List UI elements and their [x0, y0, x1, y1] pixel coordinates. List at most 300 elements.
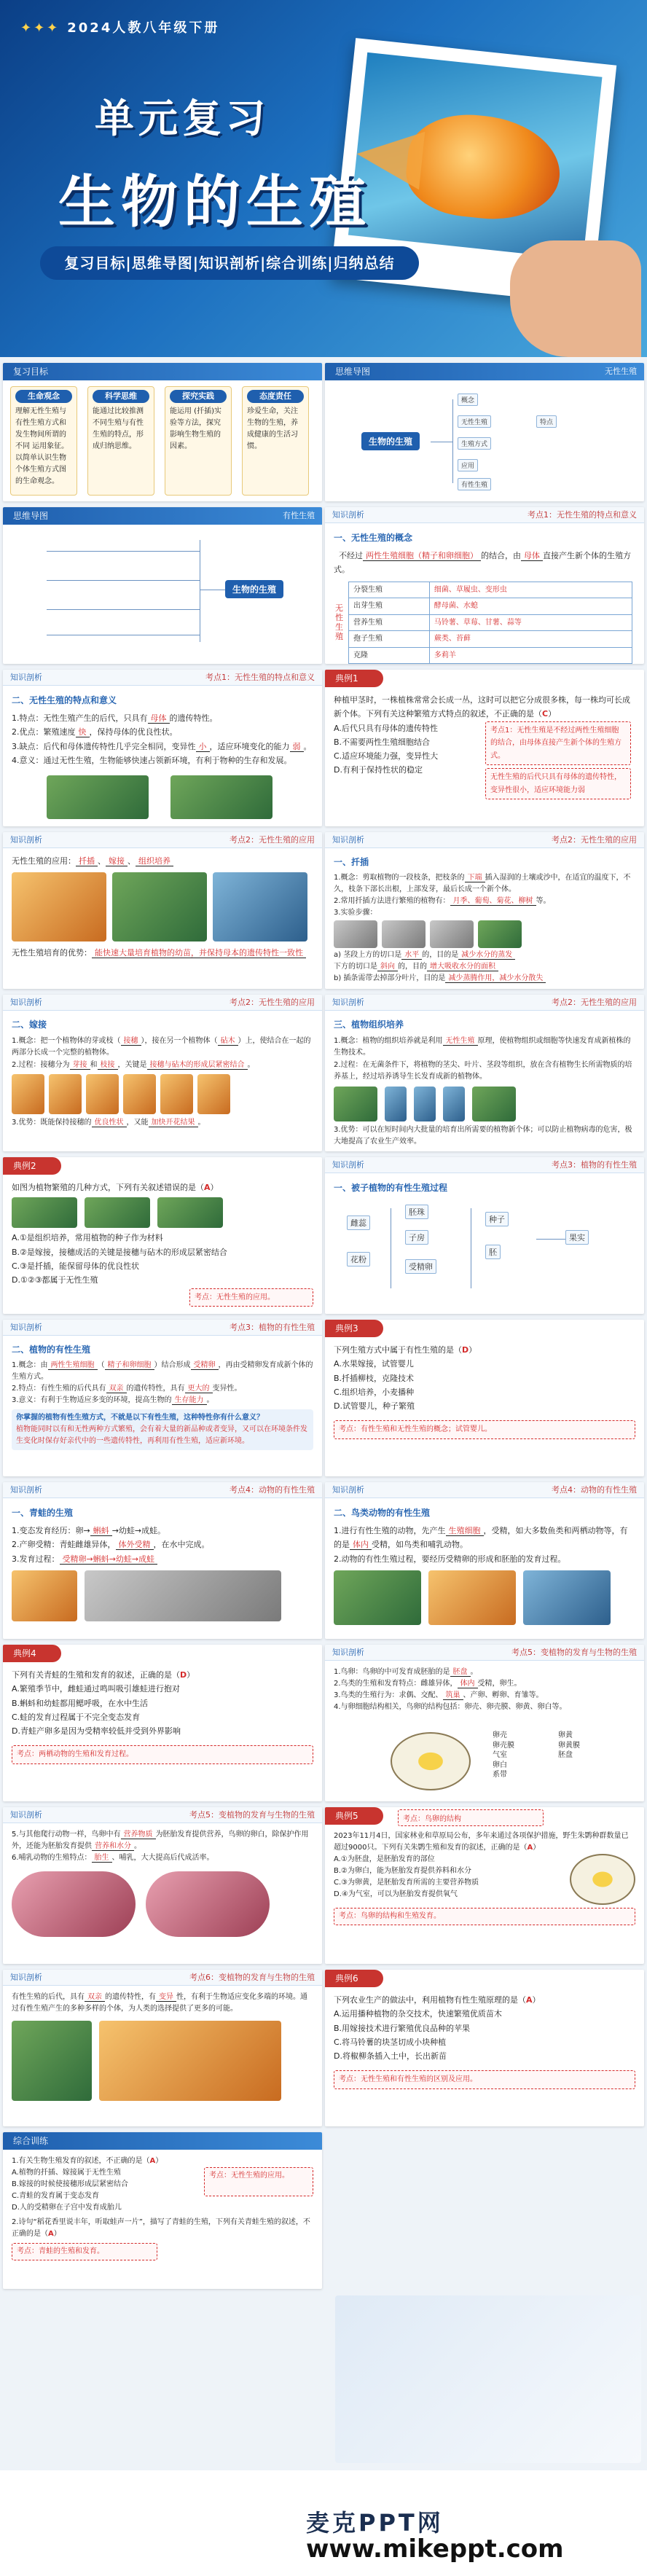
goal-text: 珍爱生命，关注生物的生殖，养成健康的生活习惯。: [247, 407, 298, 450]
blank-answer: 受精卵→蝌蚪→幼蛙→成蛙: [60, 1554, 158, 1565]
topic-label: 考点3：植物的有性生殖: [552, 1160, 637, 1170]
explanation-note: 考点：无性生殖和有性生殖的区别及应用。: [334, 2070, 635, 2089]
line: [12, 1060, 313, 1072]
question-text: ）: [548, 709, 557, 719]
slide-s3: [3, 832, 322, 989]
discussion-answer: 植物能同时以有和无性两种方式繁殖，会有着大量的新品种或者变异，又可以在环境条件发生变化时保存好亲代中的一些遗传特性，再利用有性生殖，适应新环境。: [16, 1425, 307, 1446]
goal-text: 能运用 (扦插)实验等方法，探究影响生物生殖的因素。: [170, 407, 221, 450]
egg-part-label: 气室: [493, 1751, 507, 1759]
egg-diagram: [570, 1854, 635, 1905]
flow-node: 种子: [485, 1212, 509, 1226]
explanation-note: 考点1：无性生殖是不经过两性生殖细胞的结合，由母体直接产生新个体的生殖方式。: [485, 721, 631, 766]
table-cell: 细菌、草履虫、变形虫: [429, 582, 632, 598]
figure-image: [85, 1197, 150, 1228]
slide-ex6: [325, 1970, 644, 2126]
answer: A: [48, 2230, 54, 2238]
goal-text: 能通过比较推测不同生殖与有性生殖的特点，形成归纳思维。: [93, 407, 144, 450]
text-part: 的，目的是: [422, 951, 459, 960]
text-part: ，保持母体的优良性状。: [89, 727, 178, 737]
question: [12, 2217, 313, 2240]
table-cell: 蕨类、苔藓: [429, 631, 632, 648]
answer: D: [462, 1345, 469, 1355]
line: 3.实验步骤：: [334, 909, 377, 917]
slide-tag: 有性生殖: [283, 511, 315, 520]
slide-ex1: [325, 670, 644, 826]
line: [334, 1036, 635, 1060]
table-cell: 马铃薯、草莓、甘薯、蒜等: [429, 614, 632, 631]
topic-label: 考点2：无性生殖的应用: [552, 835, 637, 845]
table-cell: 分裂生殖: [349, 582, 430, 598]
topic-label: 考点3：植物的有性生殖: [230, 1323, 315, 1332]
blank-answer: 接穗: [121, 1037, 141, 1046]
text-part: 和: [90, 1060, 98, 1069]
figure-image: [12, 1197, 77, 1228]
goldfish-varieties-image: [99, 2021, 281, 2101]
text-part: 变异性。: [212, 1385, 242, 1393]
text-part: 1.概念：植物的组织培养就是利用: [334, 1036, 443, 1045]
option: B.扦插柳枝，克隆技术: [334, 1373, 415, 1383]
text-part: ，在水中完成。: [153, 1540, 210, 1550]
goal-text: 理解无性生殖与有性生殖方式和发生物间所谓的不同 运用象征。以简单认识生物个体生殖方式图的生命观念。: [15, 407, 69, 485]
option: D.将椒柳条插入土中，长出新苗: [334, 2051, 447, 2061]
option: D.①②③都属于无性生殖: [12, 1275, 98, 1285]
slide-ex5: [325, 1807, 644, 1964]
text-part: b) 插条需带去掉部分叶片，目的是: [334, 974, 446, 983]
blank-answer: 小: [196, 742, 210, 752]
blank-answer: 枝接: [98, 1061, 118, 1070]
text-part: 5.与其他爬行动物一样，鸟卵中有: [12, 1831, 121, 1839]
blank-answer: 营养物质: [121, 1831, 156, 1839]
text-part: （: [97, 1361, 105, 1370]
text-part: 无性生殖的应用：: [12, 856, 76, 866]
topic-label: 考点5：变植物的发育与生物的生殖: [189, 1810, 315, 1820]
text-part: 2.特点：有性生殖的后代具有: [12, 1385, 106, 1393]
culture-step: [334, 1087, 377, 1121]
line: [12, 740, 313, 753]
option: B.②是嫁接，接穗成活的关键是接穗与砧木的形成层紧密结合: [12, 1247, 227, 1257]
slide-mindmap-1: [325, 363, 644, 501]
goal-card-4: [242, 386, 309, 496]
embryo-image: [12, 1871, 136, 1937]
slide-s10: [325, 1482, 644, 1639]
text-part: 原理，使植物组织或细胞等快速发育成新植株的生物技术。: [334, 1036, 631, 1057]
plant-image: [47, 775, 149, 819]
option: B.不需要两性生殖细胞结合: [334, 737, 431, 747]
mindmap-node: 概念: [458, 394, 478, 406]
option: A.①是组织培养，常用植物的种子作为材料: [12, 1233, 163, 1243]
text-part: 。: [303, 741, 312, 751]
section-label: 知识剖析: [10, 998, 42, 1007]
section-title: 二、嫁接: [12, 1019, 47, 1030]
topic-label: 考点4：动物的有性生殖: [230, 1485, 315, 1495]
question: [334, 1831, 635, 1854]
line: [334, 973, 635, 984]
text-part: 的结合，由: [481, 551, 521, 560]
topic-label: 考点1：无性生殖的特点和意义: [528, 510, 637, 520]
blank-answer: 快: [76, 727, 90, 737]
decor-panel: [335, 2295, 641, 2463]
question-text: 2023年11月4日，国家林业和草原局公布，多年来通过各项保护措施，野生朱鹮种群数量已超过9000只。下列有关朱鹮生殖和发育的叙述，正确的是（: [334, 1832, 629, 1852]
step-image: [334, 920, 377, 948]
option: D.④为气室，可以为胚胎发育提供氧气: [334, 1890, 458, 1898]
table-cell: 克隆: [349, 647, 430, 664]
slide-s11: [325, 1645, 644, 1801]
slide-s5: [3, 995, 322, 1151]
text-part: 下方的切口是: [334, 963, 377, 971]
line: [334, 950, 635, 961]
text-part: 1.鸟卵：鸟卵的中可发育成胚胎的是: [334, 1668, 450, 1676]
slide-subheader: [325, 507, 644, 523]
plant-image: [170, 775, 272, 819]
blank-answer: 胚盘: [450, 1668, 471, 1677]
line: [12, 1036, 313, 1060]
option: A.植物的扦插、嫁接属于无性生殖: [12, 2169, 121, 2177]
section-label: 知识剖析: [10, 1485, 42, 1495]
section-label: 知识剖析: [332, 835, 364, 845]
blank-answer: 砧木: [218, 1037, 238, 1046]
line: [12, 1395, 313, 1406]
example-header: 典例5: [325, 1807, 383, 1825]
text-part: 等。: [536, 897, 551, 906]
graft-step: [160, 1074, 193, 1114]
plant-image: [12, 2021, 92, 2101]
question-text: ）: [468, 1345, 477, 1355]
line: [12, 1852, 313, 1864]
blank-answer: 筑巢: [443, 1691, 463, 1700]
slide-header: [3, 507, 322, 525]
topic-label: 考点5：变植物的发育与生物的生殖: [511, 1648, 637, 1657]
question-text: 如图为植物繁殖的几种方式，下列有关叙述错误的是（: [12, 1183, 204, 1192]
egg-part-label: 卵黄膜: [558, 1741, 580, 1750]
grafting-image: [112, 872, 207, 941]
blank-answer: 下端: [465, 874, 485, 882]
slide-header-text: 思维导图: [335, 367, 371, 377]
option: A.运用播种植物的杂交技术，快速繁殖优质苗木: [334, 2009, 502, 2019]
topic-label: 考点2：无性生殖的应用: [552, 998, 637, 1007]
embryo-image: [146, 1871, 270, 1937]
section-title: 一、被子植物的有性生殖过程: [334, 1183, 448, 1193]
text-part: ，适应环境变化的能力: [209, 741, 290, 751]
text-part: 1.进行有性生殖的动物，先产生: [334, 1526, 446, 1535]
line: 2.过程：在无菌条件下，将植物的茎尖、叶片、茎段等组织，放在含有植物生长所需物质的培养基上，经过培养诱导生长发育成新的植物体。: [334, 1060, 632, 1081]
slide-tag: 无性生殖: [605, 367, 637, 376]
mindmap-node: 无性生殖: [458, 415, 491, 428]
slide-subheader: [325, 995, 644, 1011]
slide-subheader: [3, 670, 322, 686]
section-label: 知识剖析: [10, 835, 42, 845]
option: D.人的受精卵在子宫中发育成胎儿: [12, 2204, 122, 2212]
slide-s8: [3, 1320, 322, 1476]
question-text: ）: [53, 2230, 61, 2238]
question: [334, 1343, 635, 1357]
blank-answer: 增大吸收水分的面积: [427, 963, 498, 971]
blank-answer: 芽接: [70, 1061, 90, 1070]
slide-s14: [3, 2132, 322, 2289]
blank-answer: 双亲: [106, 1385, 127, 1393]
explanation-note: 考点：鸟卵的结构和生殖发育。: [334, 1908, 635, 1925]
step-image: [382, 920, 426, 948]
goal-card-3: [165, 386, 232, 496]
example-header: 典例4: [3, 1645, 61, 1662]
section-label: 知识剖析: [10, 1810, 42, 1820]
example-header: 典例1: [325, 670, 383, 687]
text-part: 3.发育过程：: [12, 1554, 60, 1564]
section-title: 一、无性生殖的概念: [334, 533, 413, 543]
slide-ex4: [3, 1645, 322, 1801]
line: [334, 872, 635, 896]
slide-header: 综合训练: [3, 2132, 322, 2150]
section-label: 知识剖析: [332, 1648, 364, 1657]
animal-image: [334, 1570, 421, 1625]
text-part: 2.产卵受精：青蛙雌雄异体，: [12, 1540, 116, 1550]
graft-step: [12, 1074, 44, 1114]
example-header: 典例6: [325, 1970, 383, 1987]
question-text: 1.有关生物生殖发育的叙述，不正确的是（: [12, 2157, 150, 2165]
culture-step: [414, 1087, 436, 1121]
text-part: 3.优势：既能保持接穗的: [12, 1119, 92, 1127]
topic-label: 考点1：无性生殖的特点和意义: [205, 673, 315, 682]
hero-title-2: 生物的生殖: [58, 170, 372, 235]
section-label: 知识剖析: [332, 1160, 364, 1170]
slide-subheader: [3, 832, 322, 848]
blank-answer: 母体: [148, 713, 170, 724]
hero-banner: [0, 0, 647, 357]
text-part: ，再由受精卵发育成新个体的生殖方式。: [12, 1361, 313, 1382]
option: C.③为卵黄，是胚胎发育所需的主要营养物质: [334, 1879, 479, 1887]
hand-icon: [510, 240, 641, 357]
blank-answer: 变异: [156, 1993, 176, 2002]
text-part: 。: [247, 1060, 255, 1069]
blank-answer: 优良性状: [92, 1119, 127, 1127]
text-part: 为胚胎发育提供营养，鸟卵的卵白，除保护作用外，还能为胚胎发育提供: [12, 1831, 309, 1850]
explanation-note: 无性生殖的后代只具有母体的遗传特性，变异性很小，适应环境能力弱: [485, 768, 631, 799]
text-part: 1.变态发育经历：卵→: [12, 1526, 90, 1535]
section-title: 一、扦插: [334, 857, 369, 867]
graft-step: [49, 1074, 82, 1114]
question-text: 下列生殖方式中属于有性生殖的是（: [334, 1345, 462, 1355]
line: 4.与卵细胞结构相关，鸟卵的结构包括：卵壳、卵壳膜、卵黄、卵白等。: [334, 1703, 567, 1711]
text-part: 3.缺点：后代和母体遗传特性几乎完全相同，变异性: [12, 741, 196, 751]
section-title: 二、鸟类动物的有性生殖: [334, 1508, 431, 1518]
option: D.试管婴儿，种子繁殖: [334, 1401, 415, 1411]
goal-title: 科学思维: [93, 390, 149, 403]
egg-diagram: [391, 1732, 471, 1790]
blank-answer: 嫁接: [106, 856, 128, 866]
slide-subheader: [325, 832, 644, 848]
line: 3.优势：可以在短时间内大批量的培育出所需要的植物新个体；可以防止植物病毒的危害，极大地提高了农业生产效率。: [334, 1125, 632, 1146]
answer: D: [180, 1670, 187, 1680]
text-part: 插入湿润的土壤或沙中，在适宜的温度下，不久，枝条下部长出根，上部发芽，最后长成一个新个体。: [334, 874, 631, 894]
option: A.水果嫁接，试管婴儿: [334, 1359, 414, 1369]
flow-node: 胚珠: [405, 1205, 428, 1219]
goal-title: 探究实践: [170, 390, 227, 403]
topic-label: 考点6：变植物的发育与生物的生殖: [189, 1973, 315, 1982]
mindmap-node: 应用: [458, 459, 478, 471]
egg-part-label: 系带: [493, 1771, 507, 1779]
star-icon: ✦✦✦: [20, 20, 60, 36]
slide-subheader: [3, 1320, 322, 1336]
line: [334, 1667, 635, 1678]
text-part: →幼蛙→成蛙。: [111, 1526, 166, 1535]
blank-answer: 营养和水分: [92, 1842, 134, 1851]
text-part: 6.哺乳动物的生殖特点：: [12, 1854, 92, 1862]
topic-label: 考点4：动物的有性生殖: [552, 1485, 637, 1495]
option: C.青蛙的发育属于变态发育: [12, 2192, 100, 2200]
goal-card-1: [10, 386, 77, 496]
line: [12, 1829, 313, 1852]
slide-s4: [325, 832, 644, 989]
flow-node: 受精卵: [405, 1259, 436, 1274]
option: C.组织培养，小麦播种: [334, 1387, 415, 1397]
option: C.适应环境能力强，变异性大: [334, 751, 439, 761]
text-part: 2.优点：繁殖速度: [12, 727, 76, 737]
text-part: 2.鸟类的生殖和发育特点：雌雄异体，: [334, 1680, 458, 1688]
blank-answer: 精子和卵细胞: [105, 1361, 154, 1370]
brand-url[interactable]: www.mikeppt.com: [306, 2534, 564, 2564]
mindmap-node: 有性生殖: [458, 478, 491, 490]
section-label: 知识剖析: [10, 1973, 42, 1982]
option: C.将马铃薯的块茎切成小块种植: [334, 2037, 447, 2047]
line: [12, 1992, 313, 2015]
graft-step: [86, 1074, 119, 1114]
section-title: 二、植物的有性生殖: [12, 1344, 91, 1355]
blank-answer: 能快速大量培育植物的幼苗，并保持母本的遗传特性一致性: [92, 948, 306, 958]
slide-s1: [325, 507, 644, 664]
graft-step: [123, 1074, 156, 1114]
goal-title: 生命观念: [15, 390, 72, 403]
explanation-note: 考点：无性生殖的应用。: [189, 1288, 313, 1307]
slide-header: 复习目标: [3, 363, 322, 380]
answer: A: [527, 1844, 533, 1852]
step-image: [478, 920, 522, 948]
text-part: ）上，使结合在一起的两部分长成一个完整的植物体。: [12, 1036, 311, 1057]
culture-step: [385, 1087, 407, 1121]
brand-name: 麦克PPT网: [306, 2509, 444, 2537]
text-part: 。: [197, 1119, 205, 1127]
text-part: 。: [134, 1842, 141, 1850]
explanation-note: 考点：鸟卵的结构: [398, 1809, 544, 1826]
slide-subheader: [325, 1482, 644, 1498]
egg-part-label: 卵壳膜: [493, 1741, 514, 1750]
tissue-culture-image: [213, 872, 307, 941]
mindmap-node: 生殖方式: [458, 437, 491, 450]
text-part: 。: [470, 1668, 478, 1676]
grade-band: [20, 17, 219, 36]
option: B.②为卵白，能为胚胎发育提供养料和水分: [334, 1867, 472, 1875]
text-part: 。: [206, 1396, 214, 1405]
section-title: 二、无性生殖的特点和意义: [12, 695, 117, 705]
question-text: ）: [155, 2157, 163, 2165]
explanation-note: 考点：青蛙的生殖和发育。: [12, 2243, 157, 2260]
section-label: 知识剖析: [332, 998, 364, 1007]
line: [12, 946, 313, 960]
blank-answer: 接穗与砧木的形成层紧密结合: [147, 1061, 248, 1070]
blank-answer: 体内: [350, 1540, 372, 1550]
section-label: 知识剖析: [10, 1323, 42, 1332]
slide-subheader: [3, 1482, 322, 1498]
text-part: 的遗传特性，有: [105, 1993, 156, 2001]
blank-answer: 加快开花结果: [149, 1119, 198, 1127]
blank-answer: 蝌蚪: [90, 1526, 112, 1536]
slide-subheader: [3, 1970, 322, 1986]
egg-part-label: 卵黄: [558, 1731, 573, 1739]
question: [12, 2156, 313, 2167]
option: C.蛙的发育过程属于不完全变态发育: [12, 1712, 141, 1722]
table-cell: 出芽生殖: [349, 598, 430, 615]
flow-node: 花粉: [347, 1252, 370, 1267]
line: [12, 1538, 313, 1551]
line: [12, 1524, 313, 1538]
question: [334, 693, 635, 721]
option: D.有利于保持性状的稳定: [334, 765, 423, 775]
text-part: 的，目的: [398, 963, 427, 971]
table-cell: 酵母菌、水螅: [429, 598, 632, 615]
topic-label: 考点2：无性生殖的应用: [230, 835, 315, 845]
answer: C: [542, 709, 549, 719]
question-text: ）: [187, 1670, 195, 1680]
slide-s6: [325, 995, 644, 1151]
explanation-note: 考点：无性生殖的应用。: [204, 2167, 313, 2196]
text-part: 1.概念：把一个植物体的芽或枝（: [12, 1036, 121, 1045]
explanation-note: 考点：有性生殖和无性生殖的概念；试管婴儿。: [334, 1420, 635, 1439]
frog-image: [12, 1570, 77, 1621]
flow-node: 雌蕊: [347, 1215, 370, 1230]
reproduction-table: [348, 582, 632, 665]
blank-answer: 生殖细胞: [446, 1526, 484, 1536]
frog-lifecycle-image: [85, 1570, 281, 1621]
slide-subheader: [325, 1645, 644, 1661]
text-part: ，受精，如大多数鱼类和两栖动物等，有的是: [334, 1526, 628, 1550]
slide-subheader: [325, 1157, 644, 1173]
text-part: 3.鸟类的生殖行为：求偶、交配、: [334, 1691, 443, 1699]
text-part: 不经过: [339, 551, 363, 560]
blank-answer: 减少水分的蒸发: [458, 951, 515, 960]
table-cell: 孢子生殖: [349, 631, 430, 648]
blank-answer: 生存能力: [172, 1396, 207, 1405]
line: [12, 711, 313, 725]
side-label: 无性生殖: [335, 603, 343, 642]
line: 无性生殖的应用： 扦插 、 嫁接 、 组织培养: [12, 854, 313, 868]
text-part: 无性生殖培育的优势：: [12, 948, 92, 958]
hero-title-1: 单元复习: [95, 95, 270, 141]
line: [12, 725, 313, 739]
question-text: 下列有关青蛙的生殖和发育的叙述，正确的是（: [12, 1670, 180, 1680]
answer: A: [204, 1183, 211, 1192]
blank-answer: 更大的: [185, 1385, 213, 1393]
slide-subheader: [3, 1807, 322, 1823]
text-part: 受精，卵生。: [477, 1680, 522, 1688]
topic-label: 考点2：无性生殖的应用: [230, 998, 315, 1007]
slide-header-text: 思维导图: [13, 511, 49, 521]
graft-step: [197, 1074, 230, 1114]
culture-step: [443, 1087, 465, 1121]
text-part: 2.常用扦插方法进行繁殖的植物有：: [334, 897, 450, 906]
question: [334, 1993, 635, 2007]
text-part: ，关键是: [117, 1060, 147, 1069]
line: [334, 961, 635, 973]
slide-s12: [3, 1807, 322, 1964]
flow-node: 子房: [405, 1230, 428, 1245]
goldfish-image: [428, 1570, 516, 1625]
line: [12, 1360, 313, 1383]
discussion-question: 你掌握的植物有性生殖方式，不就是以下有性生殖，这种特性你有什么意义？: [16, 1414, 264, 1422]
question: [12, 1181, 313, 1194]
blank-answer: 两性生殖细胞: [48, 1361, 98, 1370]
text-part: 的遗传特性。: [169, 713, 218, 723]
blank-answer: 受精卵: [191, 1361, 219, 1370]
slide-s7: [325, 1157, 644, 1314]
line: 2.动物的有性生殖过程，要经历受精卵的形成和胚胎的发育过程。: [334, 1554, 566, 1564]
